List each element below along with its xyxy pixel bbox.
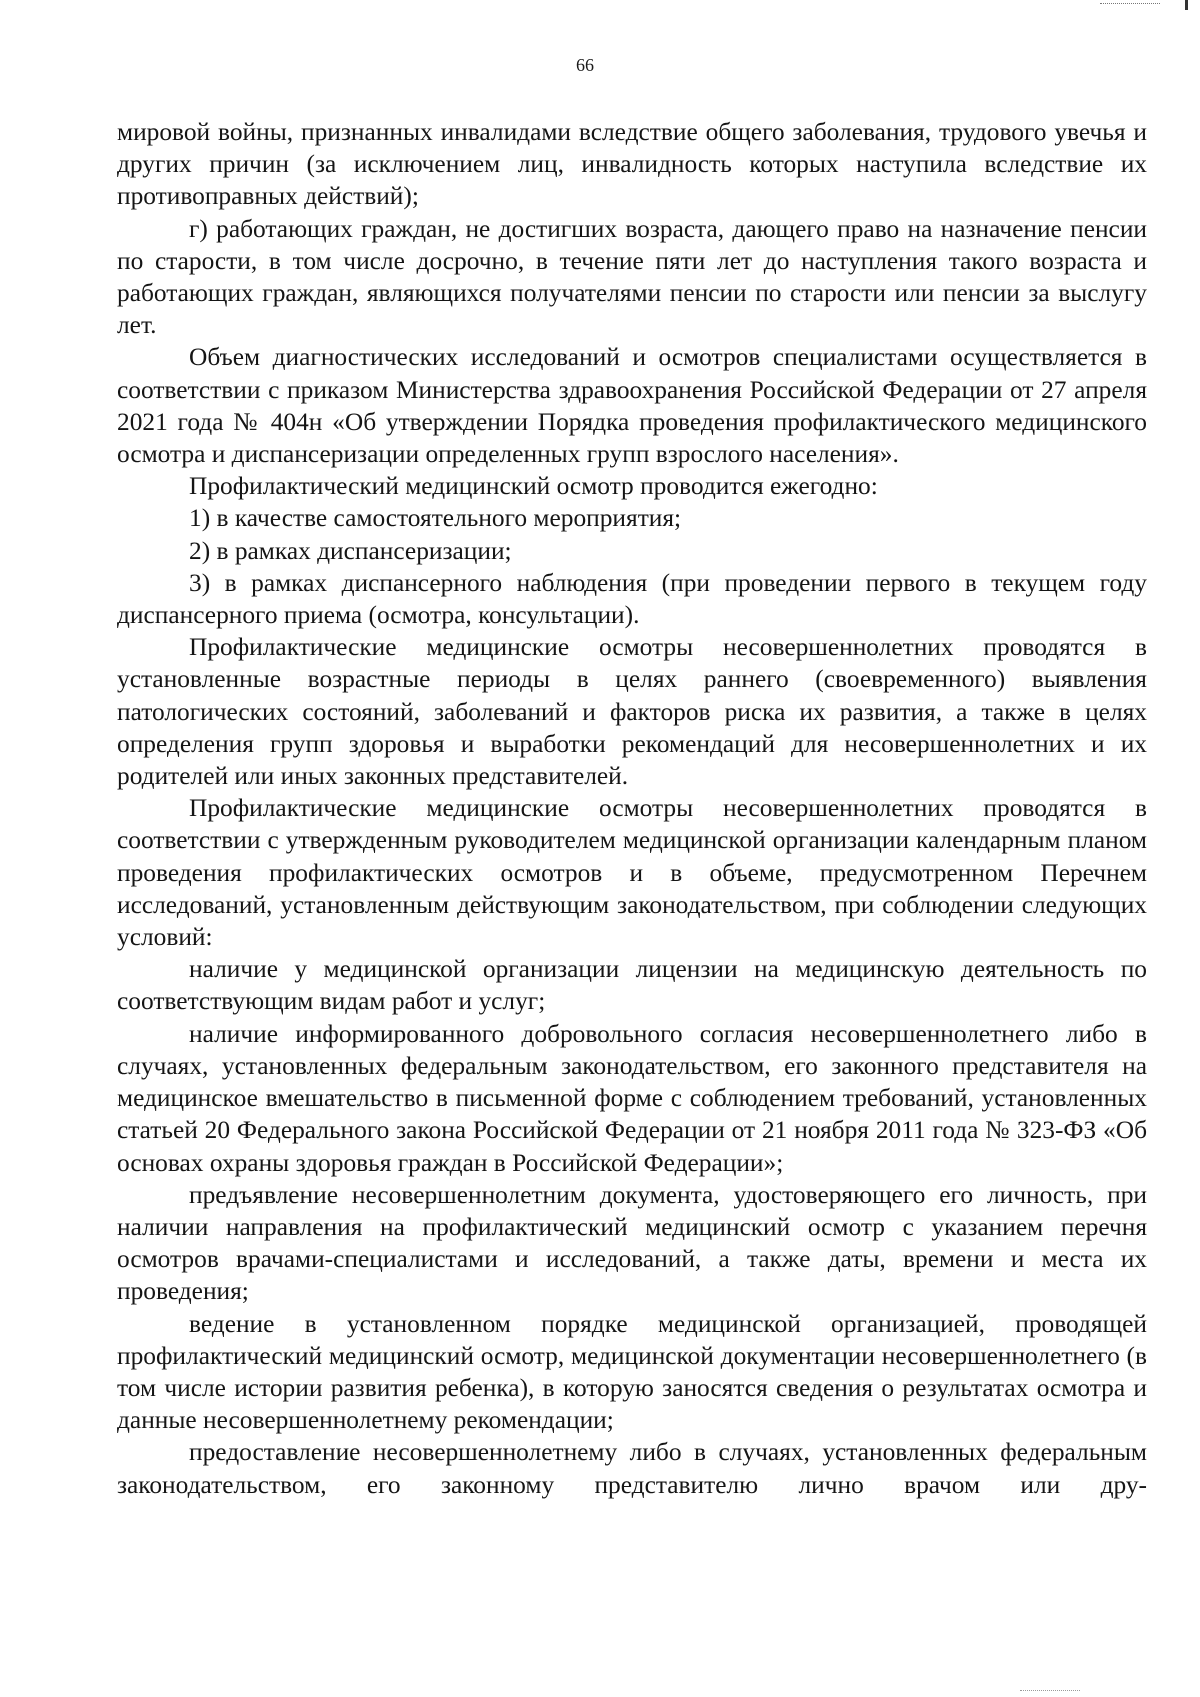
condition-medical-records: ведение в установленном порядке медицинской организацией, проводящей профилактический медицинский осмотр, медицинской документации несовершеннолетнего (в том числе истории развития ребенка), в которую заносятся сведения о результатах осмотра и данные несовершеннолетнему рекомендации; [117,1309,1147,1435]
paragraph-diagnostics-volume: Объем диагностических исследований и осмотров специалистами осуществляется в соответствии с приказом Министерства здравоохранения Российской Федерации от 27 апреля 2021 года № 404н «Об утверждении Порядка проведения профилактического медицинского осмотра и диспансеризации определенных групп взрослого населения». [117,343,1147,469]
paragraph-continuation: мировой войны, признанных инвалидами вследствие общего заболевания, трудового увечья и других причин (за исключением лиц, инвалидность которых наступила вследствие их противоправных действий); [117,118,1147,211]
condition-provision-continued: предоставление несовершеннолетнему либо в случаях, установленных федеральным законодательством, его законному представителю лично врачом или дру- [117,1438,1147,1499]
list-item-1: 1) в качестве самостоятельного мероприятия; [189,504,682,533]
list-item-2: 2) в рамках диспансеризации; [189,536,512,565]
scan-artifact-bottom [1020,1690,1080,1697]
document-body [117,116,1147,1501]
condition-license: наличие у медицинской организации лицензии на медицинскую деятельность по соответствующим видам работ и услуг; [117,955,1147,1016]
paragraph-annual-exam: Профилактический медицинский осмотр проводится ежегодно: [189,472,878,501]
scan-artifact-mark [1185,0,1188,10]
condition-consent: наличие информированного добровольного согласия несовершеннолетнего либо в случаях, установленных федеральным законодательством, его законного представителя на медицинское вмешательство в письменной форме с соблюдением требований, установленных статьей 20 Федерального закона Российской Федерации от 21 ноября 2011 года № 323-ФЗ «Об основах охраны здоровья граждан в Российской Федерации»; [117,1019,1147,1177]
list-item-3: 3) в рамках диспансерного наблюдения (при проведении первого в текущем году диспансерного приема (осмотра, консультации). [117,568,1147,630]
condition-identity-document: предъявление несовершеннолетним документа, удостоверяющего его личность, при наличии направления на профилактический медицинский осмотр с указанием перечня осмотров врачами-специалистами и исследований, а также даты, времени и места их проведения; [117,1180,1147,1306]
page-number: 66 [576,55,594,75]
paragraph-item-g: г) работающих граждан, не достигших возраста, дающего право на назначение пенсии по старости, в том числе досрочно, в течение пяти лет до наступления такого возраста и работающих граждан, являющихся получателями пенсии по старости или пенсии за выслугу лет. [117,214,1147,340]
scan-artifact-dots [1100,0,1160,4]
paragraph-minors-exams-conditions: Профилактические медицинские осмотры несовершеннолетних проводятся в соответствии с утвержденным руководителем медицинской организации календарным планом проведения профилактических осмотров и в объеме, предусмотренном Перечнем исследований, установленным действующим законодательством, при соблюдении следующих условий: [117,794,1147,952]
paragraph-minors-exams-purpose: Профилактические медицинские осмотры несовершеннолетних проводятся в установленные возрастные периоды в целях раннего (своевременного) выявления патологических состояний, заболеваний и факторов риска их развития, а также в целях определения групп здоровья и выработки рекомендаций для несовершеннолетних и их родителей или иных законных представителей. [117,633,1147,791]
